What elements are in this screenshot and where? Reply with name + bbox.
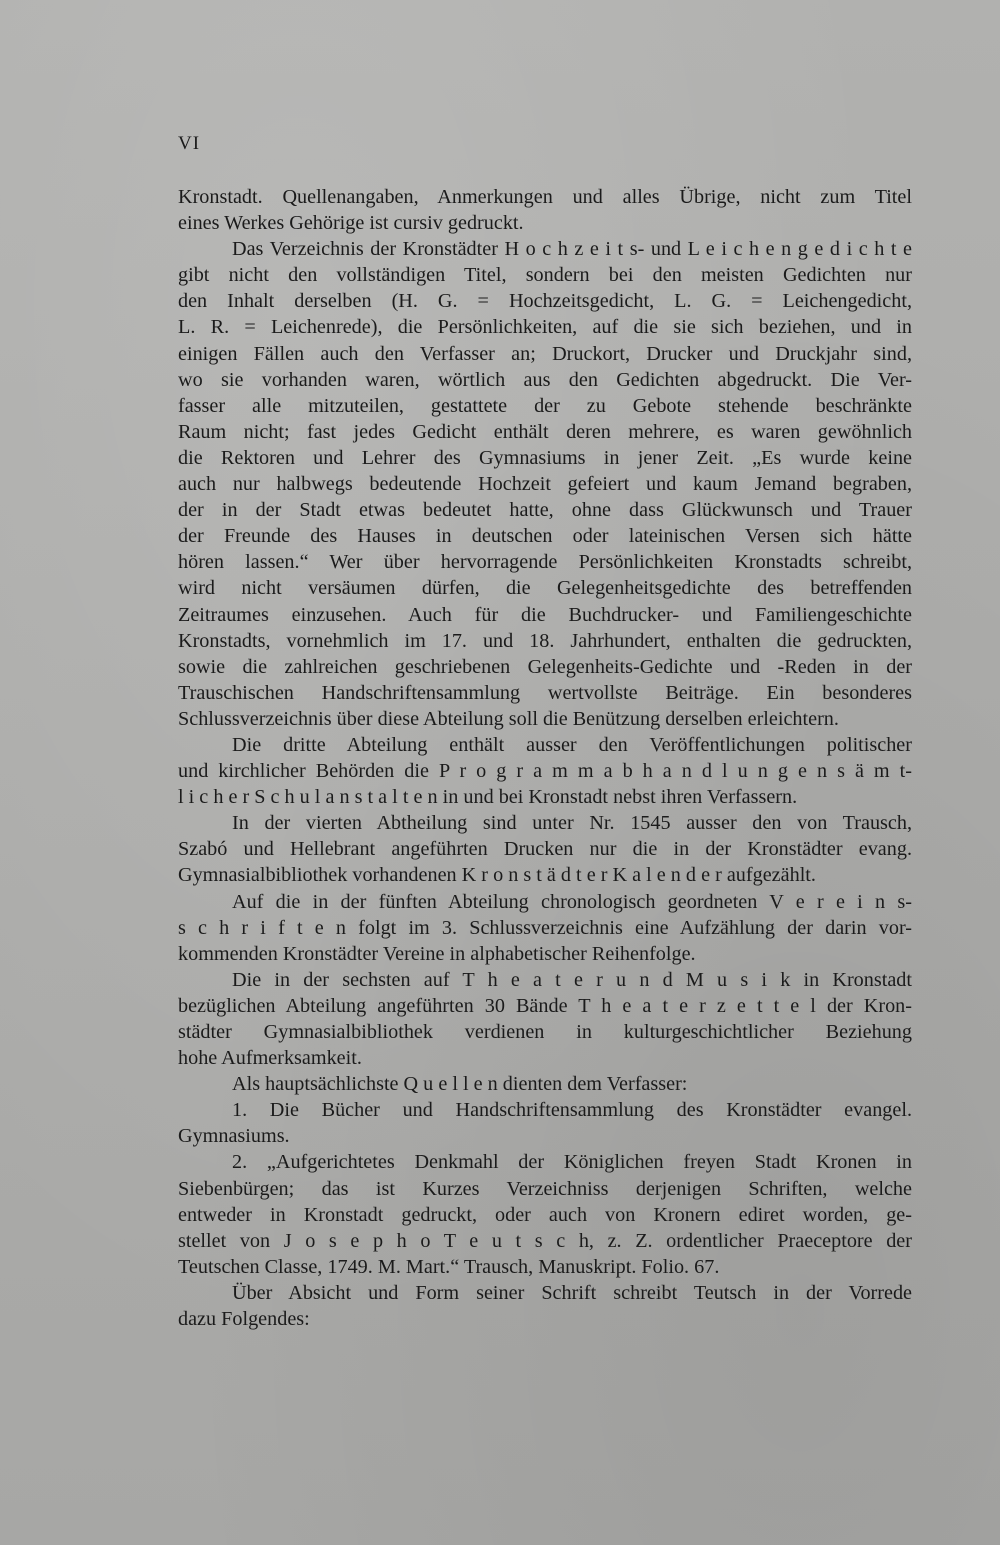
text-line: Teutschen Classe, 1749. M. Mart.“ Trausch, Manuskript. Folio. 67.: [178, 1255, 720, 1278]
text-line: Kronstadts, vornehmlich im 17. und 18. Jahrhundert, enthalten die gedruckten,: [178, 629, 912, 652]
text-line: einigen Fällen auch den Verfasser an; Druckort, Drucker und Druckjahr sind,: [178, 342, 912, 365]
text-line: s c h r i f t e n folgt im 3. Schlussverzeichnis eine Aufzählung der darin vor-: [178, 916, 912, 939]
text-line: eines Werkes Gehörige ist cursiv gedruckt.: [178, 212, 524, 235]
text-line: Schlussverzeichnis über diese Abteilung soll die Benützung derselben erleichtern.: [178, 707, 839, 730]
text-line: Die in der sechsten auf T h e a t e r u n d M u s i k in Kronstadt: [232, 968, 912, 991]
text-line: 2. „Aufgerichtetes Denkmahl der Königlichen freyen Stadt Kronen in: [232, 1151, 912, 1174]
text-line: Trauschischen Handschriftensammlung wertvollste Beiträge. Ein besonderes: [178, 681, 912, 704]
text-line: die Rektoren und Lehrer des Gymnasiums in jener Zeit. „Es wurde keine: [178, 446, 912, 469]
text-line: städter Gymnasialbibliothek verdienen in kulturgeschichtlicher Beziehung: [178, 1021, 912, 1043]
text-line: Kronstadt. Quellenangaben, Anmerkungen und alles Übrige, nicht zum Titel: [178, 186, 912, 208]
text-line: Zeitraumes einzusehen. Auch für die Buchdrucker- und Familiengeschichte: [178, 603, 912, 626]
text-line: der in der Stadt etwas bedeutet hatte, ohne dass Glückwunsch und Trauer: [178, 499, 912, 522]
text-line: fasser alle mitzuteilen, gestattete der zu Gebote stehende beschränkte: [178, 394, 912, 417]
text-line: der Freunde des Hauses in deutschen oder lateinischen Versen sich hätte: [178, 525, 912, 548]
text-line: Über Absicht und Form seiner Schrift schreibt Teutsch in der Vorrede: [232, 1281, 912, 1304]
text-line: 1. Die Bücher und Handschriftensammlung des Kronstädter evangel.: [232, 1099, 912, 1122]
text-line: Raum nicht; fast jedes Gedicht enthält deren mehrere, es waren gewöhnlich: [178, 420, 912, 443]
text-line: auch nur halbwegs bedeutende Hochzeit gefeiert und kaum Jemand begraben,: [178, 473, 912, 496]
text-line: Das Verzeichnis der Kronstädter H o c h z e i t s- und L e i c h e n g e d i c h t e: [232, 238, 912, 261]
text-line: l i c h e r S c h u l a n s t a l t e n in und bei Kronstadt nebst ihren Verfassern.: [178, 786, 798, 809]
text-line: entweder in Kronstadt gedruckt, oder auch von Kronern ediret worden, ge-: [178, 1203, 912, 1226]
text-line: bezüglichen Abteilung angeführten 30 Bände T h e a t e r z e t t e l der Kron-: [178, 994, 912, 1017]
text-line: L. R. = Leichenrede), die Persönlichkeiten, auf die sie sich beziehen, und in: [178, 316, 912, 339]
text-line: hohe Aufmerksamkeit.: [178, 1047, 362, 1070]
text-line: hören lassen.“ Wer über hervorragende Persönlichkeiten Kronstadts schreibt,: [178, 551, 912, 574]
text-line: wo sie vorhanden waren, wörtlich aus den Gedichten abgedruckt. Die Ver-: [178, 368, 912, 391]
text-line: stellet von J o s e p h o T e u t s c h, z. Z. ordentlicher Praeceptore der: [178, 1229, 912, 1252]
text-line: Als hauptsächlichste Q u e l l e n dienten dem Verfasser:: [232, 1073, 688, 1096]
text-line: den Inhalt derselben (H. G. = Hochzeitsgedicht, L. G. = Leichengedicht,: [178, 290, 912, 313]
text-line: In der vierten Abtheilung sind unter Nr. 1545 ausser den von Trausch,: [232, 812, 912, 835]
text-line: Gymnasialbibliothek vorhandenen K r o n s t ä d t e r K a l e n d e r aufgezählt.: [178, 864, 816, 887]
text-line: Gymnasiums.: [178, 1125, 290, 1148]
text-line: Die dritte Abteilung enthält ausser den Veröffentlichungen politischer: [232, 733, 912, 756]
text-line: gibt nicht den vollständigen Titel, sondern bei den meisten Gedichten nur: [178, 264, 912, 287]
page-number: VI: [178, 133, 201, 154]
text-line: wird nicht versäumen dürfen, die Gelegenheitsgedichte des betreffenden: [178, 577, 912, 600]
text-line: Siebenbürgen; das ist Kurzes Verzeichniss derjenigen Schriften, welche: [178, 1177, 912, 1200]
text-line: und kirchlicher Behörden die P r o g r a m m a b h a n d l u n g e n s ä m t-: [178, 760, 912, 783]
body-text: [178, 184, 912, 1332]
text-line: Szabó und Hellebrant angeführten Drucken nur die in der Kronstädter evang.: [178, 838, 912, 861]
text-line: dazu Folgendes:: [178, 1308, 310, 1331]
text-line: kommenden Kronstädter Vereine in alphabetischer Reihenfolge.: [178, 942, 696, 965]
text-line: sowie die zahlreichen geschriebenen Gelegenheits-Gedichte und -Reden in der: [178, 655, 912, 678]
text-line: Auf die in der fünften Abteilung chronologisch geordneten V e r e i n s-: [232, 890, 912, 913]
